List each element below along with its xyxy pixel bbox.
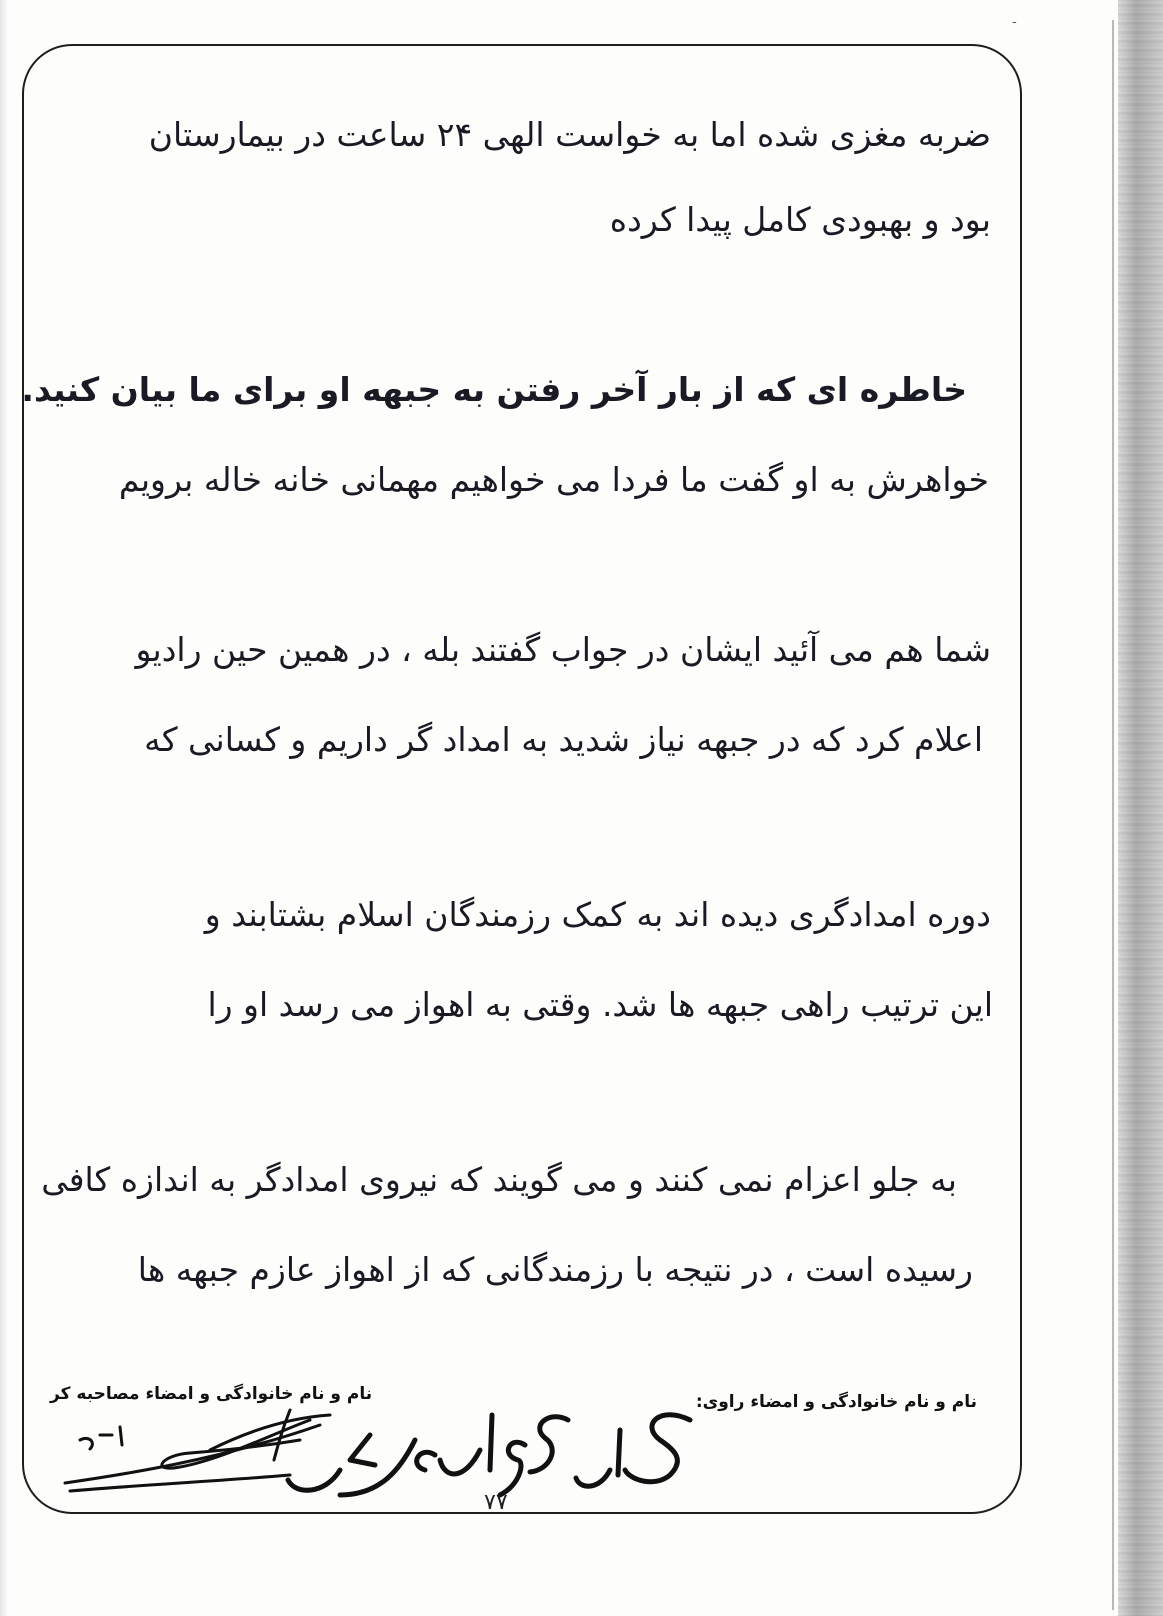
scan-edge-shadow	[1118, 0, 1163, 1616]
text-line: خواهرش به او گفت ما فردا می خواهیم مهمانی خانه خاله برویم	[118, 460, 989, 499]
text-line: اعلام کرد که در جبهه نیاز شدید به امداد گر داریم و کسانی که	[144, 720, 983, 759]
text-line: این ترتیب راهی جبهه ها شد. وقتی به اهواز می رسد او را	[207, 985, 993, 1024]
text-line: شما هم می آئید ایشان در جواب گفتند بله ، در همین حین رادیو	[135, 630, 991, 669]
interviewer-signature-image	[60, 1405, 360, 1505]
page-number: ۷۷	[484, 1490, 508, 1515]
corner-mark: -	[1012, 14, 1017, 30]
page-left-edge	[0, 0, 8, 1616]
page-fold-line	[1112, 20, 1114, 1610]
text-line: دوره امدادگری دیده اند به کمک رزمندگان اسلام بشتابند و	[204, 895, 991, 934]
interviewer-signature-label: نام و نام خانوادگی و امضاء مصاحبه کر	[50, 1384, 373, 1404]
handwriting-frame	[22, 44, 1022, 1514]
text-line: رسیده است ، در نتیجه با رزمندگانی که از اهواز عازم جبهه ها	[137, 1250, 973, 1289]
text-line: به جلو اعزام نمی کنند و می گویند که نیروی امدادگر به اندازه کافی	[41, 1160, 957, 1199]
text-line: بود و بهبودی کامل پیدا کرده	[609, 200, 991, 239]
question-line: خاطره ای که از بار آخر رفتن به جبهه او برای ما بیان کنید.	[21, 370, 967, 409]
text-line: ضربه مغزی شده اما به خواست الهی ۲۴ ساعت در بیمارستان	[148, 115, 991, 154]
narrator-signature-label: نام و نام خانوادگی و امضاء راوی:	[695, 1392, 977, 1412]
